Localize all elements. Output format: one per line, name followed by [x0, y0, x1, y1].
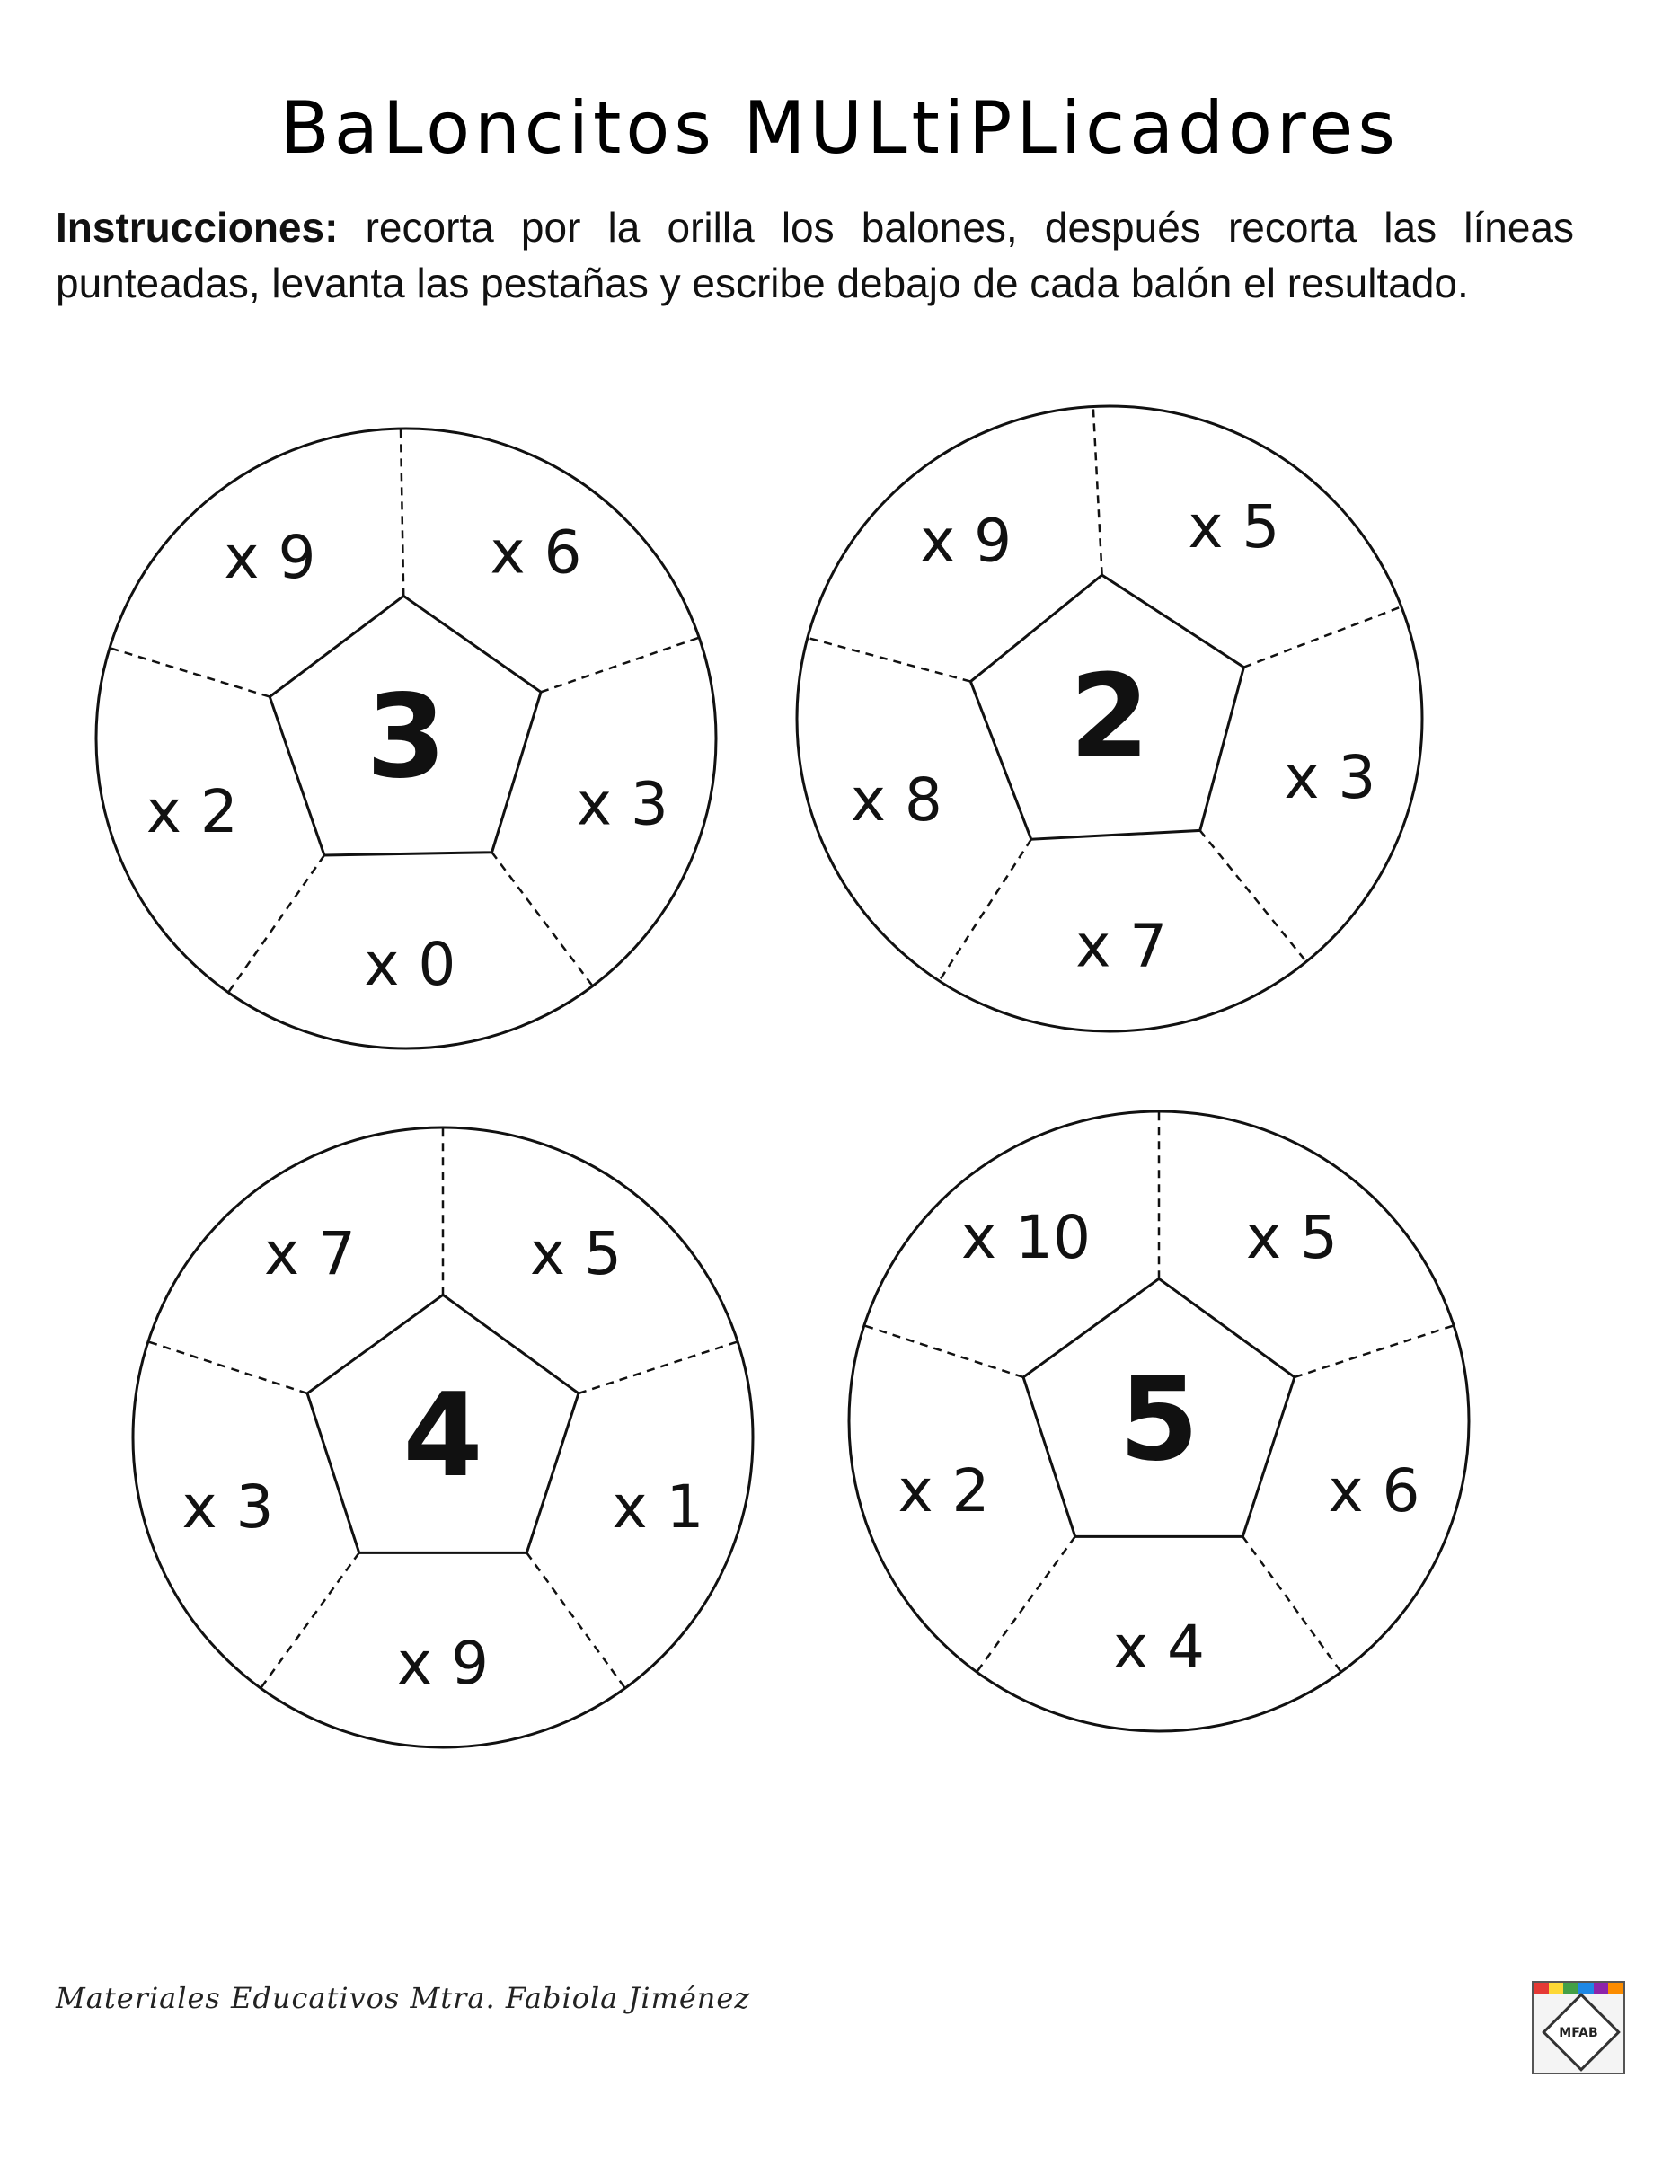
cut-line	[1200, 830, 1306, 961]
tab-label: x 4	[1112, 1612, 1206, 1682]
cut-line	[541, 638, 699, 693]
ball	[849, 1111, 1469, 1731]
cut-line	[1242, 1536, 1341, 1672]
tab-label: x 5	[530, 1219, 623, 1289]
ball	[133, 1127, 753, 1747]
bunting-flag	[1534, 1983, 1549, 1994]
logo-bunting	[1534, 1983, 1623, 1994]
tab-label: x 2	[897, 1455, 990, 1525]
tab-label: x 1	[612, 1472, 704, 1542]
tab-label: x 7	[1075, 911, 1168, 981]
bunting-flag	[1549, 1983, 1564, 1994]
logo-text: MFAB	[1559, 2026, 1598, 2040]
cut-line	[939, 839, 1030, 981]
cut-line	[401, 429, 403, 596]
cut-line	[261, 1552, 359, 1688]
tab-label: x 9	[224, 522, 316, 592]
tab-label: x 7	[263, 1219, 356, 1289]
instructions-text: recorta por la orilla los balones, después recorta las líneas punteadas, levanta las pestañas y escribe debajo de cada balón el resultado.	[56, 204, 1574, 306]
cut-line	[1243, 606, 1401, 667]
tab-label: x 9	[396, 1628, 490, 1698]
cut-line	[148, 1341, 307, 1393]
tab-label: x 5	[1246, 1203, 1339, 1273]
ball-center-number: 2	[1069, 650, 1150, 784]
ball-center-number: 4	[402, 1369, 483, 1503]
cut-line	[526, 1552, 625, 1688]
tab-label: x 3	[1284, 742, 1376, 812]
tab-label: x 5	[1188, 491, 1280, 561]
instructions-label: Instrucciones:	[56, 204, 339, 251]
ball	[797, 406, 1422, 1031]
cut-line	[808, 638, 971, 682]
tab-label: x 3	[181, 1472, 274, 1542]
cut-line	[228, 855, 324, 993]
ball	[96, 429, 716, 1048]
tab-label: x 2	[146, 776, 238, 846]
footer-credit: Materiales Educativos Mtra. Fabiola Jiménez	[56, 1981, 751, 2015]
author-logo	[1532, 1981, 1625, 2074]
bunting-flag	[1594, 1983, 1609, 1994]
cut-line	[864, 1325, 1023, 1377]
bunting-flag	[1563, 1983, 1578, 1994]
tab-label: x 3	[576, 769, 668, 839]
tab-label: x 8	[850, 765, 942, 836]
cut-line	[110, 648, 270, 696]
cut-line	[579, 1341, 738, 1393]
tab-label: x 10	[960, 1203, 1091, 1273]
cut-line	[977, 1536, 1075, 1672]
tab-label: x 6	[1328, 1455, 1420, 1525]
cut-line	[1295, 1325, 1454, 1377]
ball-center-number: 3	[366, 670, 447, 804]
tab-label: x 0	[364, 929, 456, 999]
bunting-flag	[1608, 1983, 1623, 1994]
tab-label: x 9	[920, 506, 1012, 576]
tab-label: x 6	[490, 517, 582, 588]
cut-line	[492, 853, 593, 986]
page-title: BaLoncitos MULtiPLicadores	[280, 86, 1400, 170]
ball-center-number: 5	[1119, 1353, 1199, 1487]
cut-line	[1093, 406, 1102, 575]
